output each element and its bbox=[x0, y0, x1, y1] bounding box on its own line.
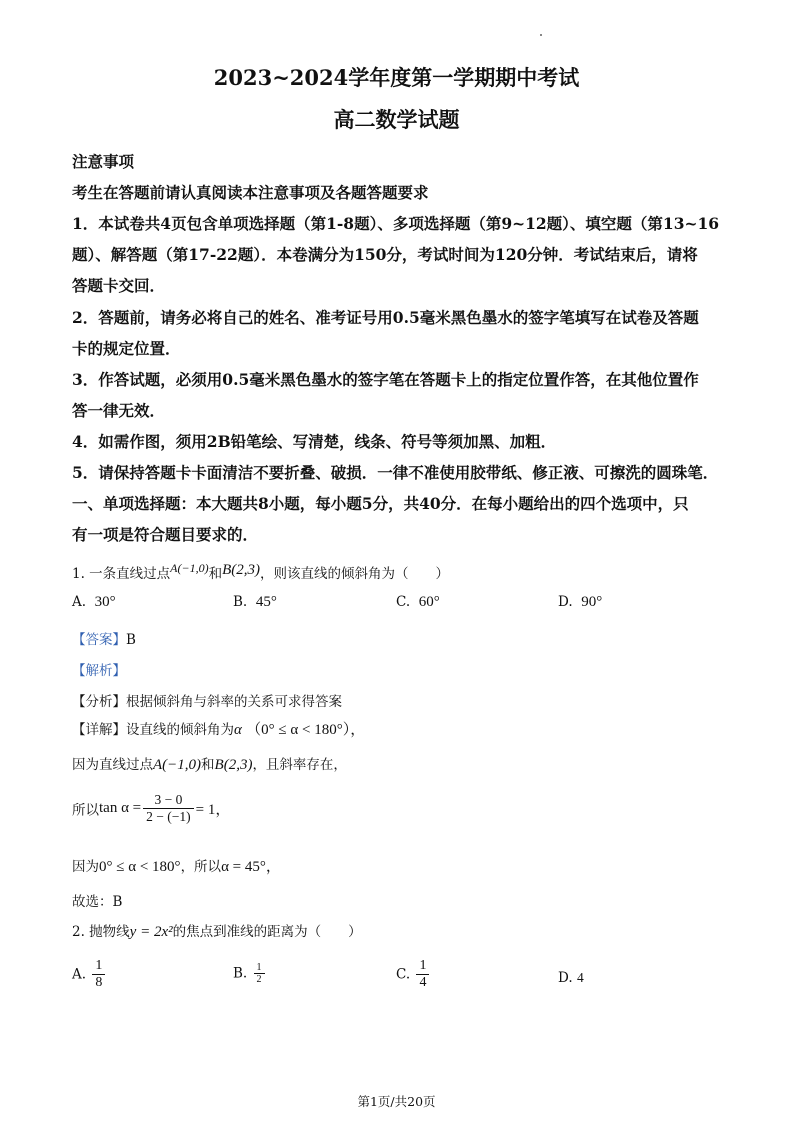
q2-option-a-label: A. bbox=[72, 966, 87, 983]
q2-option-b-den: 2 bbox=[254, 973, 265, 985]
q1-alpha: α bbox=[234, 722, 242, 738]
q1-tan: tan α = bbox=[99, 800, 142, 816]
q1-because1-point-a: A(−1,0) bbox=[153, 757, 202, 773]
q1-so-prefix: 所以 bbox=[72, 802, 99, 819]
q1-fraction-result: = 1， bbox=[195, 802, 231, 818]
q1-because2-result: α = 45°， bbox=[221, 859, 281, 875]
notice-item2-line1: 2．答题前，请务必将自己的姓名、准考证号用0.5毫米黑色墨水的签字笔填写在试卷及答题 bbox=[72, 308, 699, 327]
q1-option-a-label: A. bbox=[72, 594, 87, 610]
q1-answer bbox=[72, 628, 136, 648]
q1-and: 和 bbox=[208, 566, 223, 582]
q2-option-d-value: 4 bbox=[576, 970, 584, 985]
q1-point-a: A(−1,0) bbox=[170, 561, 209, 575]
q2-prefix: 2. 抛物线 bbox=[72, 924, 130, 940]
notice-item1-line3: 答题卡交回． bbox=[72, 276, 166, 295]
q2-option-b-label: B. bbox=[233, 965, 248, 982]
q1-stem bbox=[72, 562, 449, 583]
q2-option-d bbox=[558, 970, 584, 986]
notice-item4: 4．如需作图，须用2B铅笔绘、写清楚，线条、符号等须加黑、加粗． bbox=[72, 432, 557, 451]
q1-suffix: ，则该直线的倾斜角为（ ） bbox=[260, 566, 449, 582]
q1-fraction-denominator: 2 − (−1) bbox=[143, 808, 193, 825]
q1-fenxi bbox=[72, 690, 342, 710]
q1-because2-range: 0° ≤ α < 180° bbox=[99, 859, 181, 875]
q1-because2-prefix: 因为 bbox=[72, 859, 99, 875]
q1-because1-prefix: 因为直线过点 bbox=[72, 757, 153, 773]
q1-prefix: 1. 一条直线过点 bbox=[72, 566, 171, 582]
notice-item5: 5．请保持答题卡卡面清洁不要折叠、破损．一律不准使用胶带纸、修正液、可擦洗的圆珠笔． bbox=[72, 463, 719, 482]
q1-analysis-tag: 【解析】 bbox=[72, 663, 126, 679]
notice-intro: 考生在答题前请认真阅读本注意事项及各题答题要求 bbox=[72, 183, 429, 202]
q2-option-b-fraction bbox=[254, 962, 265, 985]
q2-option-c bbox=[396, 958, 431, 991]
q2-option-c-den: 4 bbox=[416, 974, 429, 991]
q2-option-a-den: 8 bbox=[92, 974, 105, 991]
q2-stem bbox=[72, 920, 362, 941]
q1-because2 bbox=[72, 855, 281, 876]
q2-option-d-label: D. bbox=[558, 970, 573, 986]
q1-tan-line bbox=[72, 792, 230, 825]
q1-range: （0° ≤ α < 180°）， bbox=[246, 722, 366, 738]
q2-option-b bbox=[233, 962, 267, 985]
q2-suffix: 的焦点到准线的距离为（ ） bbox=[172, 924, 362, 940]
q1-because1-suffix: ，且斜率存在， bbox=[252, 757, 347, 773]
q1-fraction-numerator: 3 − 0 bbox=[154, 792, 183, 807]
q1-option-a-value: 30° bbox=[94, 594, 116, 610]
notice-heading: 注意事项 bbox=[72, 152, 135, 171]
q2-option-c-fraction bbox=[416, 958, 429, 991]
q1-fraction bbox=[143, 792, 193, 825]
notice-item1-line2: 题）、解答题（第17-22题）．本卷满分为150分，考试时间为120分钟．考试结束后，请将 bbox=[72, 245, 698, 264]
q1-choose: 故选：B bbox=[72, 894, 123, 910]
q1-option-b-label: B. bbox=[233, 594, 248, 610]
notice-item1-line1: 1．本试卷共4页包含单项选择题（第1-8题）、多项选择题（第9~12题）、填空题（第13~16 bbox=[72, 214, 720, 233]
page-footer: 第1页/共20页 bbox=[357, 1094, 436, 1109]
section1-line1: 一、单项选择题：本大题共8小题，每小题5分，共40分．在每小题给出的四个选项中，只 bbox=[72, 494, 689, 513]
q2-option-c-num: 1 bbox=[419, 958, 427, 973]
q1-line-because1 bbox=[72, 753, 347, 774]
q2-option-b-num: 1 bbox=[256, 962, 262, 973]
q1-detail-tag: 【详解】 bbox=[72, 722, 126, 738]
q1-option-d-label: D. bbox=[558, 594, 573, 610]
q1-fenxi-text: 根据倾斜角与斜率的关系可求得答案 bbox=[126, 694, 342, 710]
notice-item3-line1: 3．作答试题，必须用0.5毫米黑色墨水的签字笔在答题卡上的指定位置作答，在其他位置作 bbox=[72, 370, 699, 389]
scan-dot bbox=[540, 34, 542, 36]
section1-line2: 有一项是符合题目要求的． bbox=[72, 525, 259, 544]
q1-option-c bbox=[396, 594, 440, 611]
q2-option-a-num: 1 bbox=[95, 958, 103, 973]
q2-option-a bbox=[72, 958, 107, 991]
q2-equation: y = 2x² bbox=[129, 924, 173, 940]
q1-option-c-label: C. bbox=[396, 594, 411, 610]
q1-because2-mid: ，所以 bbox=[180, 859, 222, 875]
notice-item2-line2: 卡的规定位置． bbox=[72, 339, 181, 358]
q1-option-c-value: 60° bbox=[418, 594, 440, 610]
q1-answer-tag: 【答案】 bbox=[72, 632, 126, 648]
q2-option-c-label: C. bbox=[396, 966, 411, 983]
exam-title: 2023~2024学年度第一学期期中考试 bbox=[213, 65, 580, 90]
q1-because1-point-b: B(2,3) bbox=[214, 757, 253, 773]
exam-subtitle: 高二数学试题 bbox=[333, 107, 460, 132]
q1-detail bbox=[72, 718, 365, 739]
q1-option-d-value: 90° bbox=[581, 594, 603, 610]
notice-item3-line2: 答一律无效． bbox=[72, 401, 166, 420]
q1-option-a bbox=[72, 594, 116, 611]
q1-fenxi-tag: 【分析】 bbox=[72, 694, 126, 710]
q1-answer-value: B bbox=[126, 632, 136, 648]
q1-point-b: B(2,3) bbox=[222, 562, 260, 578]
q1-option-b-value: 45° bbox=[255, 594, 277, 610]
q1-because1-and: 和 bbox=[201, 757, 215, 773]
q2-option-a-fraction bbox=[92, 958, 105, 991]
q1-option-d bbox=[558, 594, 602, 611]
q1-option-b bbox=[233, 594, 277, 611]
q1-detail-text: 设直线的倾斜角为 bbox=[126, 722, 234, 738]
